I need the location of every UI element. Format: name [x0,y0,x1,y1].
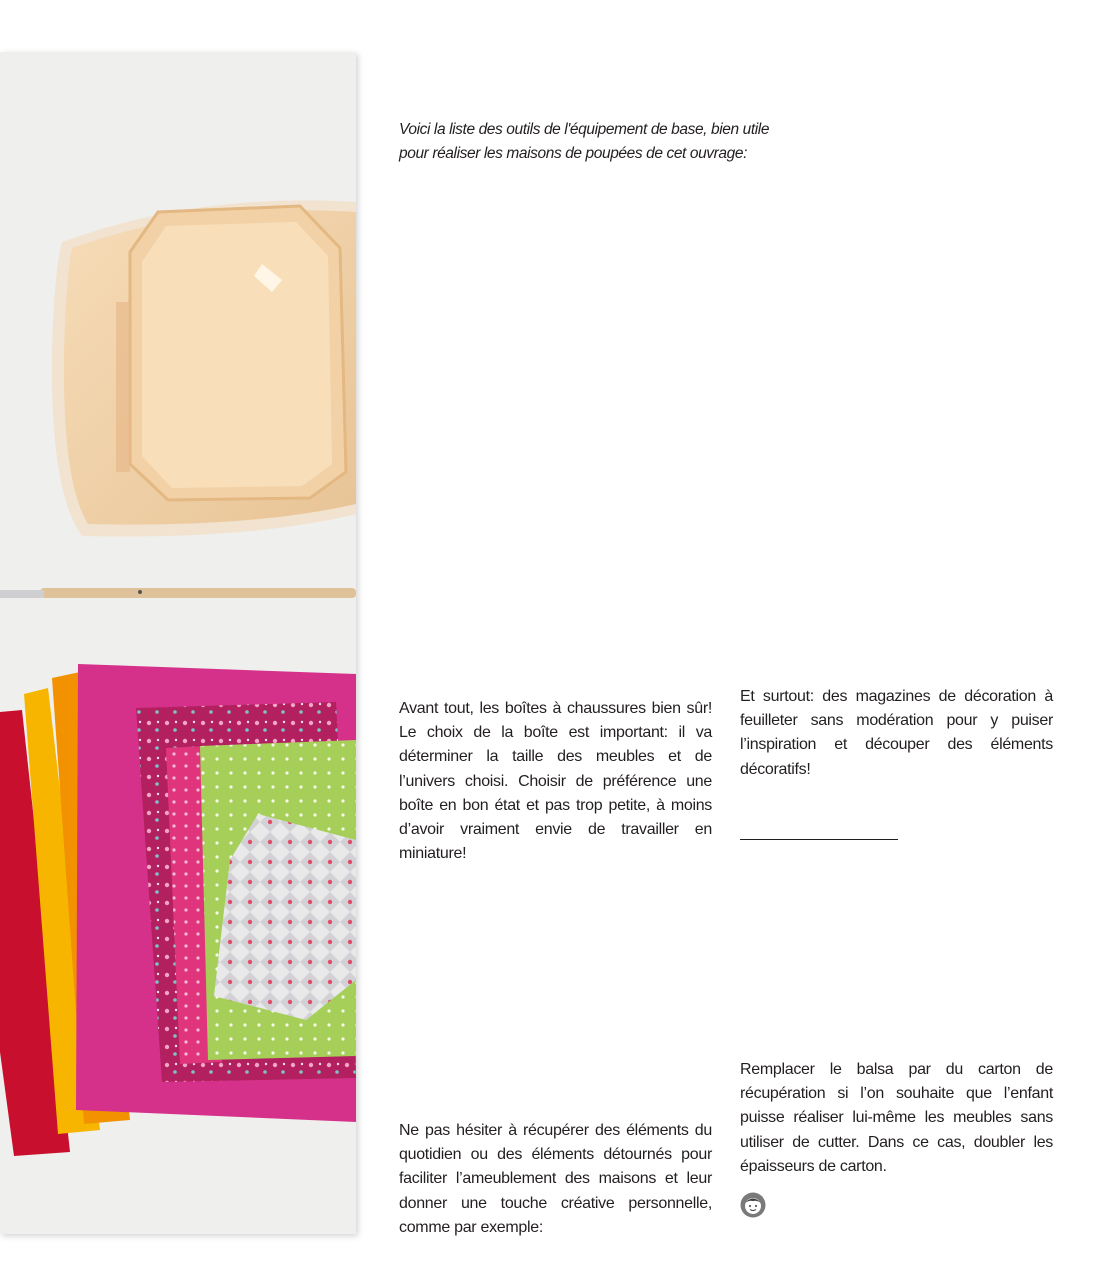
column-divider-rule [740,839,898,840]
wooden-box-photo [52,200,356,536]
recycle-paragraph: Ne pas hésiter à récupérer des éléments du quotidien ou des éléments détournés pour faciliter l’ameublement des maisons et leur donner une touche créative personnelle, comme par exemple: [399,1122,712,1236]
shoeboxes-paragraph: Avant tout, les boîtes à chaussures bien sûr! Le choix de la boîte est important: il va déterminer la taille des meubles et de l’univers choisi. Choisir de préférence une boîte en bon état et pas trop petite, à moins d’avoir vraiment envie de travailler en miniature! [399,700,712,863]
intro-text [399,118,809,166]
intro-line-1: Voici la liste des outils de l'équipement de base, bien utile [399,121,770,138]
fabric-stack-photo [136,702,356,1082]
balsa-paragraph: Remplacer le balsa par du carton de récupération si l’on souhaite que l’enfant puisse réaliser lui-même les meubles sans utiliser de cutter. Dans ce cas, doubler les épaisseurs de carton. [740,1061,1053,1175]
child-face-icon [740,1192,766,1218]
craft-materials-photo [0,52,356,1234]
paintbrush-photo [0,588,356,598]
craft-materials-illustration [0,52,356,1234]
intro-line-2: pour réaliser les maisons de poupées de cet ouvrage: [399,145,747,162]
magazines-paragraph: Et surtout: des magazines de décoration à feuilleter sans modération pour y puiser l’inspiration et découper des éléments décoratifs! [740,688,1053,778]
